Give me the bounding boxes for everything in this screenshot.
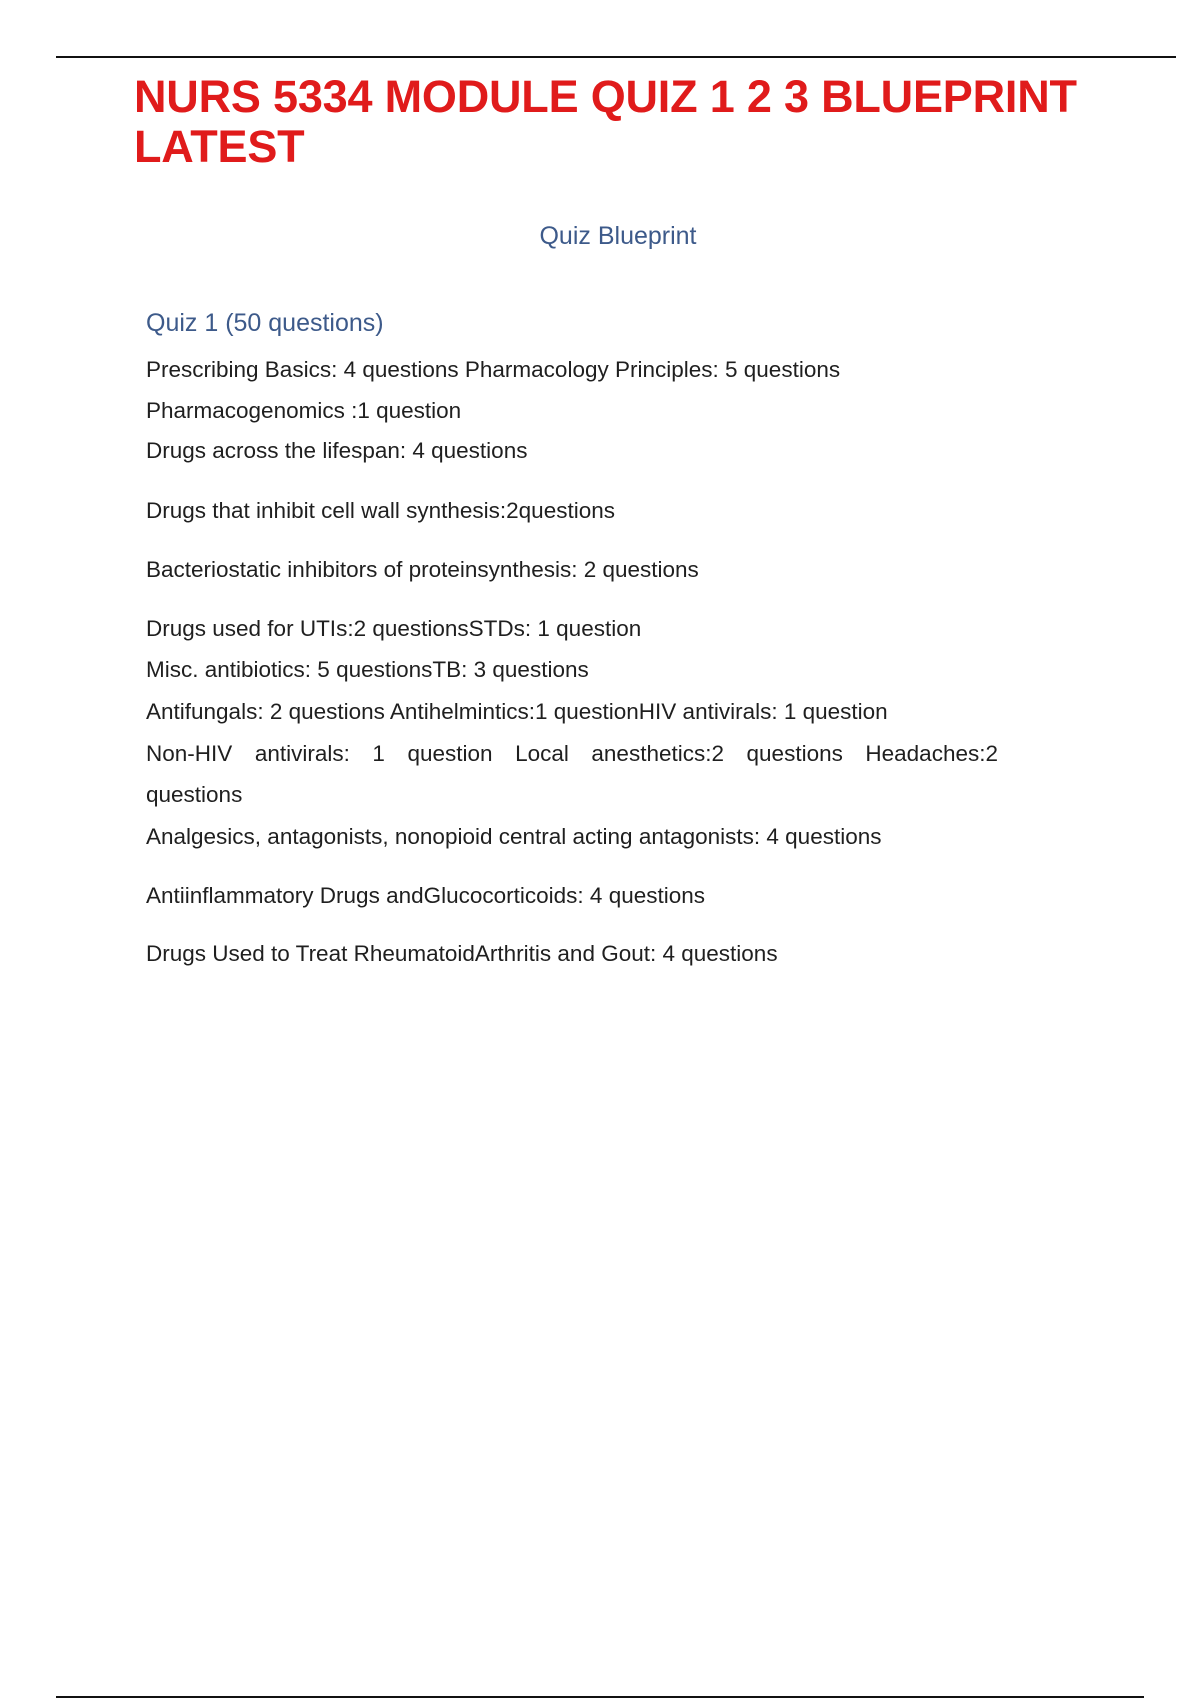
bottom-rule [56, 1696, 1144, 1698]
blueprint-line: Analgesics, antagonists, nonopioid central acting antagonists: 4 questions [146, 824, 882, 849]
blueprint-line: Antifungals: 2 questions Antihelmintics:1 questionHIV antivirals: 1 question [146, 699, 888, 724]
document-subtitle: Quiz Blueprint [539, 222, 697, 250]
blueprint-line: Drugs used for UTIs:2 questionsSTDs: 1 question [146, 616, 642, 641]
blueprint-line: Prescribing Basics: 4 questions Pharmacology Principles: 5 questions [146, 357, 841, 382]
blueprint-line: Drugs that inhibit cell wall synthesis:2questions [146, 498, 615, 523]
document-title: NURS 5334 MODULE QUIZ 1 2 3 BLUEPRINT LATEST [134, 71, 1077, 172]
blueprint-line: Bacteriostatic inhibitors of proteinsynthesis: 2 questions [146, 557, 699, 582]
blueprint-line: questions [146, 782, 243, 807]
blueprint-line: Antiinflammatory Drugs andGlucocorticoids: 4 questions [146, 883, 706, 908]
blueprint-line: Non-HIV antivirals: 1 question Local anesthetics:2 questions Headaches:2 [146, 741, 998, 766]
blueprint-line: Pharmacogenomics :1 question [146, 398, 462, 423]
blueprint-line: Drugs Used to Treat RheumatoidArthritis and Gout: 4 questions [146, 941, 778, 966]
section-heading: Quiz 1 (50 questions) [146, 309, 384, 337]
blueprint-lines [146, 0, 998, 1000]
blueprint-line: Drugs across the lifespan: 4 questions [146, 438, 528, 463]
blueprint-line: Misc. antibiotics: 5 questionsTB: 3 questions [146, 657, 589, 682]
